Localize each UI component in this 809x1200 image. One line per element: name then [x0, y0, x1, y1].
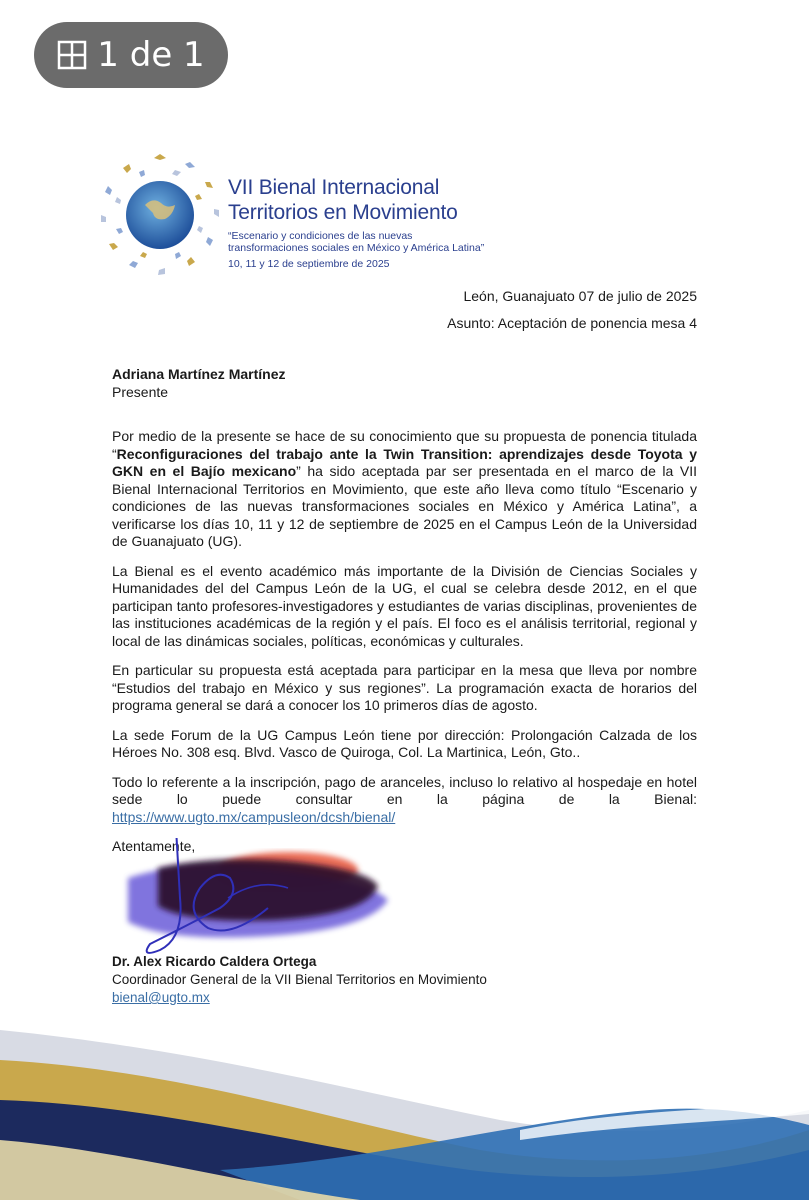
paragraph-1-intro: Por medio de la presente se hace de su conocimiento que su propuesta de ponencia titulada “ [112, 428, 697, 462]
place-date: León, Guanajuato 07 de julio de 2025 [463, 288, 697, 304]
letter-body [112, 428, 697, 868]
paragraph-2: La Bienal es el evento académico más importante de la División de Ciencias Sociales y Humanidades del del Campus León de la UG, el cual se celebra desde 2012, en el que participan tanto profesores-investigadores y estudiantes de varias disciplinas, provenientes de las instituciones académicas de la región y el país. El foco es el análisis territorial, regional y local de las dinámicas sociales, políticas, económicas y culturales. [112, 562, 697, 649]
paragraph-5 [112, 774, 697, 827]
recipient-name: Adriana Martínez Martínez [112, 366, 286, 382]
logo-text-block [228, 175, 488, 270]
grid-icon [57, 40, 87, 70]
page-indicator[interactable] [34, 22, 228, 88]
page-indicator-label: 1 de 1 [97, 35, 205, 75]
logo-title-line-2: Territorios en Movimiento [228, 201, 458, 224]
footer-wave-decoration [0, 1010, 809, 1200]
closing: Atentamente, [112, 838, 196, 854]
recipient-salutation: Presente [112, 383, 169, 400]
signer-name: Dr. Alex Ricardo Caldera Ortega [112, 954, 317, 969]
bienal-website-link[interactable]: https://www.ugto.mx/campusleon/dcsh/bienal/ [112, 808, 396, 825]
paragraph-3: En particular su propuesta está aceptada para participar en la mesa que lleva por nombre “Estudios del trabajo en México y sus regiones”. La programación exacta de horarios del programa general se dará a conocer los 10 primeros días de agosto. [112, 662, 697, 713]
paragraph-1-rest: ” ha sido aceptada par ser presentada en el marco de la VII Bienal Internacional Territorios en Movimiento, que este año lleva como título “Escenario y condiciones de las nuevas transformaciones sociales en México y América Latina”, a verificarse los días 10, 11 y 12 de septiembre de 2025 en el Campus León de la Universidad de Guanajuato (UG). [112, 463, 698, 549]
recipient-block [112, 366, 697, 401]
logo-title-line-1: VII Bienal Internacional [228, 176, 440, 199]
paragraph-4: La sede Forum de la UG Campus León tiene por dirección: Prolongación Calzada de los Héroes No. 308 esq. Blvd. Vasco de Quiroga, Col. La Martinica, León, Gto.. [112, 726, 697, 760]
logo-dates: 10, 11 y 12 de septiembre de 2025 [228, 258, 390, 270]
signer-block [112, 953, 487, 1007]
paragraph-1 [112, 428, 697, 551]
subject-line: Asunto: Aceptación de ponencia mesa 4 [447, 315, 697, 331]
redacted-signature [118, 838, 398, 958]
signer-role: Coordinador General de la VII Bienal Territorios en Movimiento [112, 972, 487, 987]
paragraph-5-text: Todo lo referente a la inscripción, pago de aranceles, incluso lo relativo al hospedaje en hotel sede lo puede consultar en la página de la Bienal: [112, 773, 697, 807]
signer-email-link[interactable]: bienal@ugto.mx [112, 990, 210, 1005]
paper-title: Reconfiguraciones del trabajo ante la Twin Transition: aprendizajes desde Toyota y GKN en el Bajío mexicano [112, 445, 697, 479]
logo-subtitle: “Escenario y condiciones de las nuevas transformaciones sociales en México y América Latina” [228, 230, 485, 254]
